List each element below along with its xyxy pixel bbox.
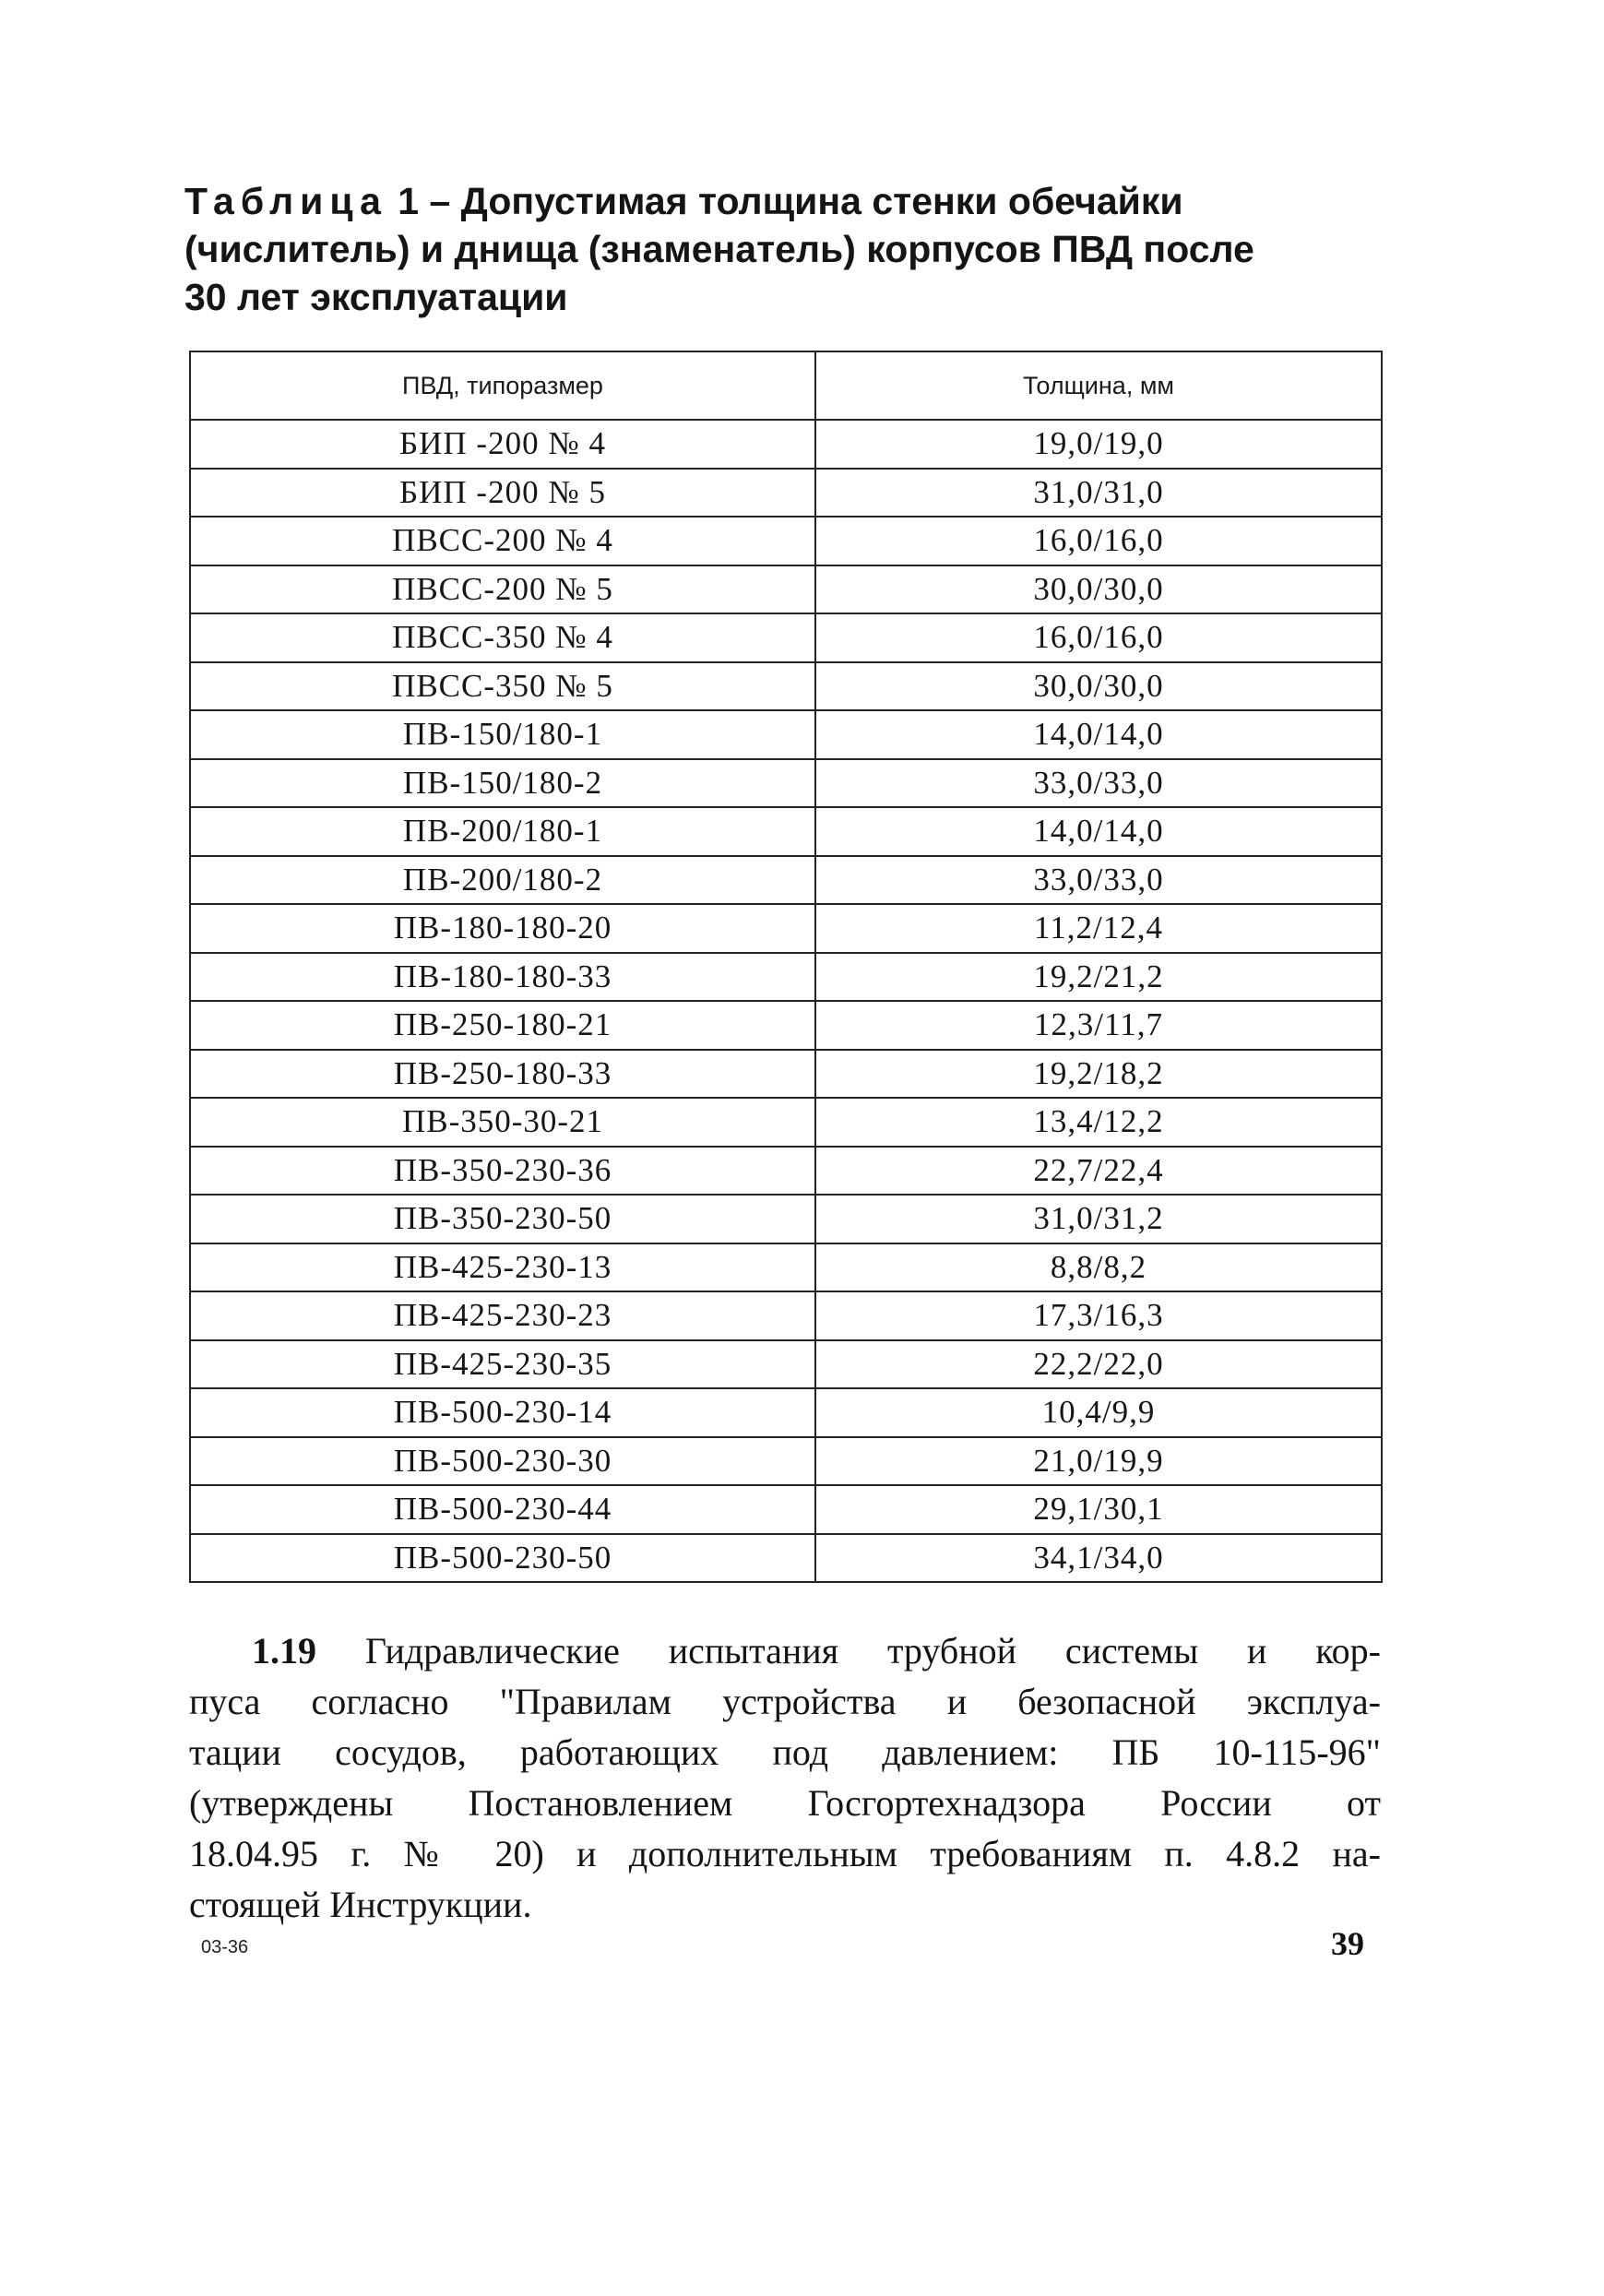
paragraph-1-19 [189,1625,1381,1930]
cell-thickness: 31,0/31,0 [815,469,1382,517]
table-row [190,1437,1382,1486]
cell-size: ПВ-425-230-35 [190,1340,815,1389]
cell-size: ПВ-150/180-2 [190,759,815,808]
table-row [190,662,1382,711]
cell-thickness: 16,0/16,0 [815,613,1382,662]
cell-size: ПВ-180-180-20 [190,904,815,953]
table-caption [184,177,1384,321]
paragraph-line: стоящей Инструкции. [189,1884,532,1925]
cell-size: ПВ-500-230-14 [190,1388,815,1437]
cell-thickness: 31,0/31,2 [815,1195,1382,1243]
paragraph-line: 1.19 Гидравлические испытания трубной системы и кор- [252,1630,1381,1671]
cell-thickness: 33,0/33,0 [815,759,1382,808]
cell-thickness: 12,3/11,7 [815,1001,1382,1050]
header-size: ПВД, типоразмер [190,351,815,420]
table-row [190,1195,1382,1243]
table-row [190,1098,1382,1147]
table-row [190,807,1382,856]
cell-size: ПВ-180-180-33 [190,953,815,1002]
header-thickness: Толщина, мм [815,351,1382,420]
table-row [190,1147,1382,1196]
cell-thickness: 14,0/14,0 [815,807,1382,856]
caption-label: Таблица [184,180,387,222]
table-row [190,710,1382,759]
paragraph-line: пуса согласно "Правилам устройства и безопасной эксплуа- [189,1681,1381,1722]
cell-size: ПВ-350-230-50 [190,1195,815,1243]
paragraph-number: 1.19 [252,1630,316,1671]
cell-thickness: 19,0/19,0 [815,420,1382,469]
cell-thickness: 14,0/14,0 [815,710,1382,759]
table-row [190,759,1382,808]
cell-thickness: 16,0/16,0 [815,517,1382,565]
cell-size: ПВ-250-180-33 [190,1050,815,1099]
cell-size: ПВ-500-230-30 [190,1437,815,1486]
paragraph-line: 18.04.95 г. № 20) и дополнительным требованиям п. 4.8.2 на- [189,1833,1381,1874]
cell-size: ПВ-425-230-23 [190,1291,815,1340]
cell-thickness: 22,7/22,4 [815,1147,1382,1196]
cell-size: ПВСС-350 № 4 [190,613,815,662]
paragraph-line: тации сосудов, работающих под давлением: ПБ 10-115-96" [189,1731,1381,1773]
table-row [190,613,1382,662]
table-row [190,1050,1382,1099]
cell-thickness: 22,2/22,0 [815,1340,1382,1389]
cell-thickness: 30,0/30,0 [815,662,1382,711]
cell-size: ПВСС-350 № 5 [190,662,815,711]
cell-thickness: 17,3/16,3 [815,1291,1382,1340]
cell-size: БИП -200 № 4 [190,420,815,469]
cell-size: ПВ-200/180-1 [190,807,815,856]
cell-thickness: 19,2/18,2 [815,1050,1382,1099]
cell-size: ПВ-200/180-2 [190,856,815,905]
table-row [190,420,1382,469]
cell-thickness: 19,2/21,2 [815,953,1382,1002]
caption-line-1 [184,177,1384,225]
table-row [190,953,1382,1002]
cell-size: ПВ-350-230-36 [190,1147,815,1196]
cell-thickness: 13,4/12,2 [815,1098,1382,1147]
page-number: 39 [1331,1925,1364,1962]
caption-line-3: 30 лет эксплуатации [184,276,568,318]
cell-thickness: 29,1/30,1 [815,1485,1382,1534]
cell-size: ПВ-150/180-1 [190,710,815,759]
caption-line-2: (числитель) и днища (знаменатель) корпусов ПВД после [184,228,1254,270]
cell-size: ПВ-425-230-13 [190,1243,815,1292]
table-row [190,469,1382,517]
table-header-row [190,351,1382,420]
table-row [190,565,1382,614]
table-row [190,856,1382,905]
cell-thickness: 33,0/33,0 [815,856,1382,905]
table-body [190,420,1382,1582]
cell-thickness: 34,1/34,0 [815,1534,1382,1583]
paragraph-line: (утверждены Постановлением Госгортехнадзора России от [189,1782,1381,1824]
cell-size: ПВСС-200 № 5 [190,565,815,614]
footer-code: 03-36 [201,1937,249,1957]
table-row [190,1340,1382,1389]
cell-thickness: 10,4/9,9 [815,1388,1382,1437]
table-row [190,1534,1382,1583]
table-row [190,904,1382,953]
cell-thickness: 8,8/8,2 [815,1243,1382,1292]
cell-size: ПВ-250-180-21 [190,1001,815,1050]
table-row [190,1243,1382,1292]
table-row [190,1291,1382,1340]
cell-thickness: 21,0/19,9 [815,1437,1382,1486]
cell-size: ПВ-500-230-44 [190,1485,815,1534]
table-row [190,517,1382,565]
caption-title-part-1: 1 – Допустимая толщина стенки обечайки [398,180,1183,222]
table-row [190,1485,1382,1534]
cell-thickness: 30,0/30,0 [815,565,1382,614]
table-row [190,1388,1382,1437]
cell-thickness: 11,2/12,4 [815,904,1382,953]
cell-size: ПВ-350-30-21 [190,1098,815,1147]
cell-size: БИП -200 № 5 [190,469,815,517]
cell-size: ПВСС-200 № 4 [190,517,815,565]
table-row [190,1001,1382,1050]
thickness-table [189,351,1383,1583]
cell-size: ПВ-500-230-50 [190,1534,815,1583]
